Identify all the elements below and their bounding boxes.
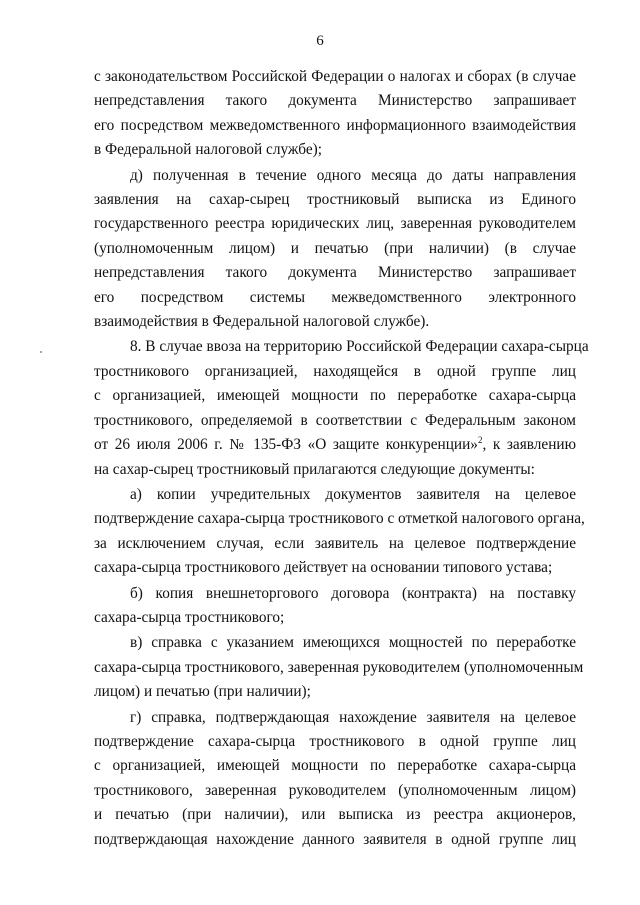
text-line: д) полученная в течение одного месяца до даты направления	[130, 166, 576, 184]
text-line: с законодательством Российской Федерации о налогах и сборах (в случае	[94, 68, 576, 85]
paragraph-item-d	[94, 164, 576, 335]
text-line: и печатью (при наличии), или выписка из реестра акционеров,	[94, 806, 576, 824]
paragraph-8b	[94, 582, 576, 631]
text-line: подтверждение сахара-сырца тростникового с отметкой налогового органа,	[94, 510, 585, 528]
text-line: сахара-сырца тростникового;	[94, 608, 285, 626]
text-line: государственного реестра юридических лиц, заверенная руководителем	[94, 215, 576, 233]
text-line-tail: , к заявлению	[482, 436, 576, 454]
text-line: на сахар-сырец тростниковый прилагаются следующие документы:	[94, 460, 535, 478]
text-line: а) копии учредительных документов заявителя на целевое	[130, 485, 576, 503]
text-line: непредставления такого документа Министерство запрашивает	[94, 264, 576, 282]
text-line: (уполномоченным лицом) и печатью (при наличии) (в случае	[94, 239, 576, 257]
text-line: его посредством системы межведомственного электронного	[94, 288, 576, 306]
paragraph-8g	[94, 706, 576, 852]
paragraph-continuation	[94, 65, 576, 163]
text-line: 8. В случае ввоза на территорию Российской Федерации сахара-сырца	[130, 338, 589, 356]
text-line: сахара-сырца тростникового действует на основании типового устава;	[94, 559, 553, 577]
text-line: непредставления такого документа Министерство запрашивает	[94, 92, 576, 110]
text-line-with-footnote	[94, 433, 576, 457]
paragraph-8	[94, 335, 589, 481]
text-line: сахара-сырца тростникового, заверенная руководителем (уполномоченным	[94, 658, 584, 676]
text-line: в Федеральной налоговой службе);	[94, 141, 322, 159]
text-line: тростникового организацией, находящейся в одной группе лиц	[94, 362, 576, 380]
text-line: заявления на сахар-сырец тростниковый выписка из Единого	[94, 191, 576, 209]
page-number: 6	[316, 33, 324, 49]
text-line: лицом) и печатью (при наличии);	[94, 683, 311, 701]
text-line: б) копия внешнеторгового договора (контракта) на поставку	[130, 584, 576, 602]
text-line: от 26 июля 2006 г. № 135-ФЗ «О защите конкуренции»	[94, 436, 478, 454]
margin-mark	[40, 351, 42, 353]
text-line: его посредством межведомственного информационного взаимодействия	[94, 116, 576, 134]
text-line: в) справка с указанием имеющихся мощностей по переработке	[130, 634, 576, 652]
text-line: за исключением случая, если заявитель на целевое подтверждение	[94, 534, 576, 552]
paragraph-8v	[94, 631, 584, 704]
document-body	[94, 65, 589, 852]
footnote-reference: 2	[477, 435, 483, 445]
text-line: тростникового, заверенная руководителем (уполномоченным лицом)	[94, 781, 576, 799]
text-line: тростникового, определяемой в соответствии с Федеральным законом	[94, 411, 576, 429]
text-line: г) справка, подтверждающая нахождение заявителя на целевое	[130, 708, 576, 726]
text-line: подтверждающая нахождение данного заявителя в одной группе лиц	[94, 830, 576, 848]
text-line: с организацией, имеющей мощности по переработке сахара-сырца	[94, 757, 576, 775]
text-line: подтверждение сахара-сырца тростникового в одной группе лиц	[94, 732, 576, 750]
text-line: взаимодействия в Федеральной налоговой службе).	[94, 313, 430, 331]
paragraph-8a	[94, 483, 585, 581]
text-line: с организацией, имеющей мощности по переработке сахара-сырца	[94, 387, 576, 405]
